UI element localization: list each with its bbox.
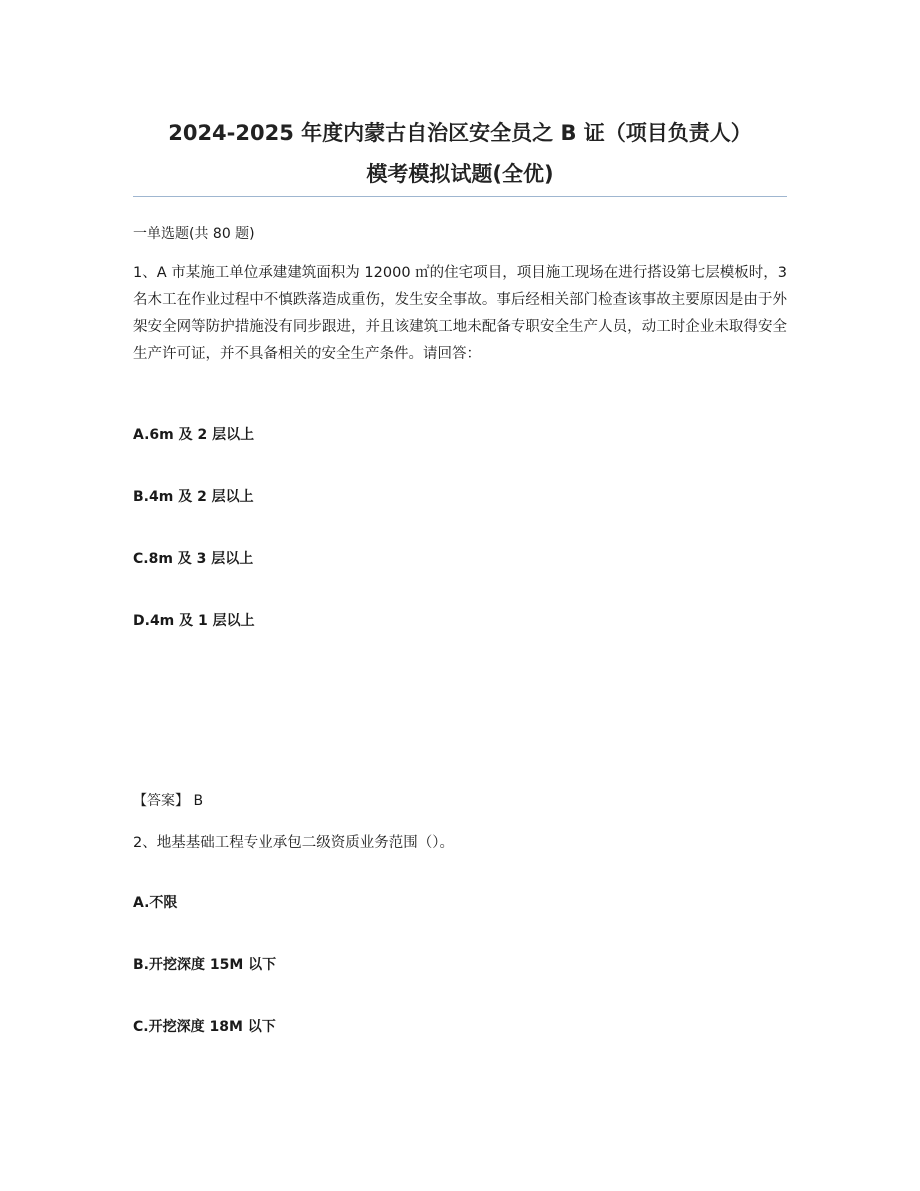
question-1-answer: 【答案】 B (133, 793, 204, 809)
title-divider (133, 196, 787, 197)
question-1-option-d: D.4m 及 1 层以上 (133, 613, 255, 629)
question-2-option-c: C.开挖深度 18M 以下 (133, 1019, 276, 1035)
question-2-text: 2、地基基础工程专业承包二级资质业务范围（）。 (133, 835, 454, 851)
document-title-line-1: 2024-2025 年度内蒙古自治区安全员之 B 证（项目负责人） (168, 121, 752, 145)
question-1-option-a: A.6m 及 2 层以上 (133, 427, 255, 443)
question-1-option-b: B.4m 及 2 层以上 (133, 489, 254, 505)
section-heading: 一单选题(共 80 题) (133, 226, 255, 242)
question-1-text: 1、A 市某施工单位承建建筑面积为 12000 ㎡的住宅项目，项目施工现场在进行搭设第七层模板时，3 名木工在作业过程中不慎跌落造成重伤，发生安全事故。事后经相关部门检查该事故主要原因是由于外架安全网等防护措施没有同步跟进，并且该建筑工地未配备专职安全生产人员，动工时企业未取得安全生产许可证，并不具备相关的安全生产条件。请回答： (133, 265, 787, 362)
document-title-line-2: 模考模拟试题(全优) (366, 162, 554, 186)
question-1-option-c: C.8m 及 3 层以上 (133, 551, 254, 567)
question-2-option-a: A.不限 (133, 895, 178, 911)
question-2-option-b: B.开挖深度 15M 以下 (133, 957, 277, 973)
